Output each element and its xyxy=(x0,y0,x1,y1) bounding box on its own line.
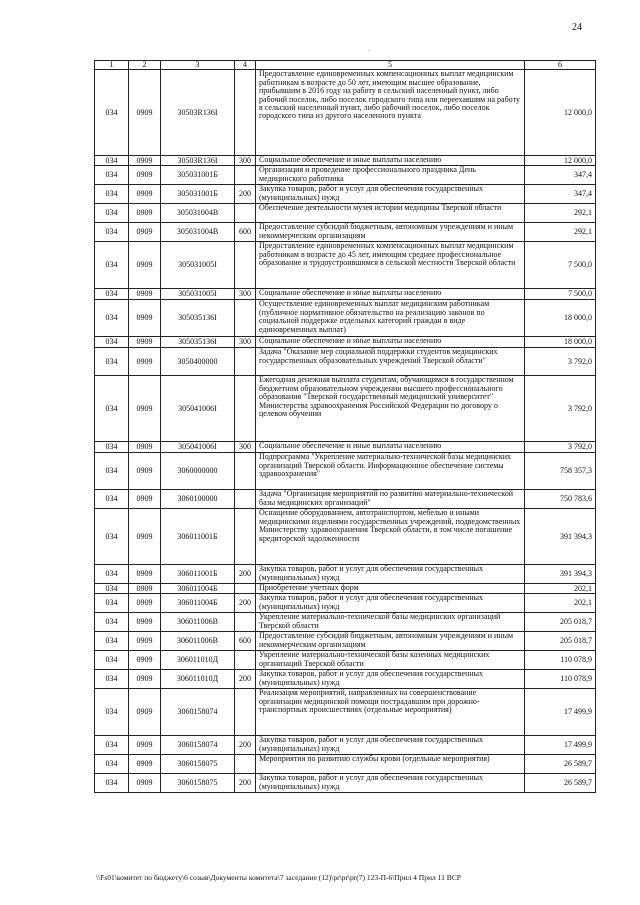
section-code-cell: 0909 xyxy=(129,166,161,185)
expense-type-cell: 300 xyxy=(235,156,256,166)
section-code-cell: 0909 xyxy=(129,670,161,689)
table-row xyxy=(95,509,596,565)
expense-type-cell: 300 xyxy=(235,337,256,348)
section-code-cell: 0909 xyxy=(129,442,161,453)
expense-type-cell xyxy=(235,300,256,337)
amount-cell: 391 394,3 xyxy=(525,509,596,565)
expense-type-cell xyxy=(235,166,256,185)
target-article-cell: 3050400000 xyxy=(161,348,235,376)
admin-code-cell: 034 xyxy=(95,156,129,166)
amount-cell: 3 792,0 xyxy=(525,376,596,442)
description-cell: Организация и проведение профессионального праздника День медицинского работника xyxy=(256,166,525,185)
section-code-cell: 0909 xyxy=(129,185,161,204)
expense-type-cell xyxy=(235,689,256,736)
target-article-cell: 3060158075 xyxy=(161,774,235,793)
amount-cell: 26 589,7 xyxy=(525,774,596,793)
expense-type-cell xyxy=(235,376,256,442)
description-cell: Реализация мероприятий, направленных на совершенствование организации медицинской помощи пострадавшим при дорожно-транспортных происшествиях (отдельные мероприятия) xyxy=(256,689,525,736)
table-row xyxy=(95,651,596,670)
admin-code-cell: 034 xyxy=(95,348,129,376)
admin-code-cell: 034 xyxy=(95,70,129,156)
admin-code-cell: 034 xyxy=(95,584,129,594)
admin-code-cell: 034 xyxy=(95,300,129,337)
target-article-cell: 305031001Б xyxy=(161,166,235,185)
header-cell: 1 xyxy=(95,61,129,70)
section-code-cell: 0909 xyxy=(129,490,161,509)
target-article-cell: 3060000000 xyxy=(161,453,235,490)
header-cell: 6 xyxy=(525,61,596,70)
target-article-cell: 306011004Б xyxy=(161,594,235,613)
amount-cell: 750 783,6 xyxy=(525,490,596,509)
section-code-cell: 0909 xyxy=(129,453,161,490)
table-row xyxy=(95,565,596,584)
expense-type-cell: 200 xyxy=(235,594,256,613)
footer-path: \\Fs01\комитет по бюджету\6 созыв\Документы комитета\7 заседание (12)\pr\pr\pr(7) 123-П-6\Прил 4 Прил 11 ВСР xyxy=(96,873,461,882)
header-cell: 3 xyxy=(161,61,235,70)
description-cell: Закупка товаров, работ и услуг для обеспечения государственных (муниципальных) нужд xyxy=(256,736,525,755)
table-row xyxy=(95,490,596,509)
amount-cell: 391 394,3 xyxy=(525,565,596,584)
table-row xyxy=(95,242,596,289)
target-article-cell: 305031005I xyxy=(161,242,235,289)
target-article-cell: 305035136I xyxy=(161,337,235,348)
expense-type-cell xyxy=(235,490,256,509)
table-row xyxy=(95,453,596,490)
table-row xyxy=(95,337,596,348)
expense-type-cell: 200 xyxy=(235,774,256,793)
admin-code-cell: 034 xyxy=(95,774,129,793)
admin-code-cell: 034 xyxy=(95,565,129,584)
description-cell: Задача "Организация мероприятий по развитию материально-технической базы медицинских организаций" xyxy=(256,490,525,509)
table-row xyxy=(95,156,596,166)
admin-code-cell: 034 xyxy=(95,613,129,632)
target-article-cell: 3060100000 xyxy=(161,490,235,509)
target-article-cell: 306011001Б xyxy=(161,565,235,584)
target-article-cell: 306011010Д xyxy=(161,670,235,689)
amount-cell: 17 499,9 xyxy=(525,736,596,755)
admin-code-cell: 034 xyxy=(95,442,129,453)
description-cell: Обеспечение деятельности музея истории медицины Тверской области xyxy=(256,204,525,223)
header-cell: 2 xyxy=(129,61,161,70)
amount-cell: 205 018,7 xyxy=(525,632,596,651)
section-code-cell: 0909 xyxy=(129,376,161,442)
section-code-cell: 0909 xyxy=(129,509,161,565)
target-article-cell: 306011010Д xyxy=(161,651,235,670)
section-code-cell: 0909 xyxy=(129,337,161,348)
table-row xyxy=(95,613,596,632)
admin-code-cell: 034 xyxy=(95,632,129,651)
table-row xyxy=(95,70,596,156)
description-cell: Предоставление единовременных компенсационных выплат медицинским работникам в возрасте до 45 лет, имеющим среднее профессиональное образование и трудоустроившимся в сельской местности Тверской области xyxy=(256,242,525,289)
expense-type-cell xyxy=(235,755,256,774)
table-row xyxy=(95,348,596,376)
expense-type-cell: 200 xyxy=(235,185,256,204)
admin-code-cell: 034 xyxy=(95,185,129,204)
section-code-cell: 0909 xyxy=(129,289,161,300)
target-article-cell: 305041006I xyxy=(161,376,235,442)
description-cell: Ежегодная денежная выплата студентам, обучающимся в государственном бюджетном образовательном учреждении высшего профессионального образования "Тверской государственный медицинский университет" Министерства здравоохранения Российской Федерации по договору о целевом обучении xyxy=(256,376,525,442)
amount-cell: 18 000,0 xyxy=(525,300,596,337)
description-cell: Укрепление материально-технической базы медицинских организаций Тверской области xyxy=(256,613,525,632)
admin-code-cell: 034 xyxy=(95,166,129,185)
expense-type-cell: 200 xyxy=(235,565,256,584)
table-row xyxy=(95,376,596,442)
expense-type-cell xyxy=(235,242,256,289)
section-code-cell: 0909 xyxy=(129,223,161,242)
target-article-cell: 30503R136I xyxy=(161,70,235,156)
expense-type-cell xyxy=(235,613,256,632)
section-code-cell: 0909 xyxy=(129,584,161,594)
target-article-cell: 305041006I xyxy=(161,442,235,453)
description-cell: Подпрограмма "Укрепление материально-технической базы медицинских организаций Тверской области. Информационное обеспечение системы здравоохранения" xyxy=(256,453,525,490)
target-article-cell: 306011006В xyxy=(161,632,235,651)
amount-cell: 17 499,9 xyxy=(525,689,596,736)
amount-cell: 110 078,9 xyxy=(525,651,596,670)
table-row xyxy=(95,442,596,453)
amount-cell: 205 018,7 xyxy=(525,613,596,632)
expense-type-cell: 300 xyxy=(235,442,256,453)
description-cell: Закупка товаров, работ и услуг для обеспечения государственных (муниципальных) нужд xyxy=(256,670,525,689)
table-body xyxy=(95,70,596,793)
section-code-cell: 0909 xyxy=(129,156,161,166)
target-article-cell: 30503R136I xyxy=(161,156,235,166)
table-row xyxy=(95,204,596,223)
table-row xyxy=(95,670,596,689)
budget-table xyxy=(94,60,596,793)
table-row xyxy=(95,689,596,736)
scan-mark: - xyxy=(368,48,370,54)
admin-code-cell: 034 xyxy=(95,509,129,565)
admin-code-cell: 034 xyxy=(95,689,129,736)
admin-code-cell: 034 xyxy=(95,204,129,223)
description-cell: Закупка товаров, работ и услуг для обеспечения государственных (муниципальных) нужд xyxy=(256,185,525,204)
amount-cell: 7 500,0 xyxy=(525,242,596,289)
description-cell: Приобретение учетных форм xyxy=(256,584,525,594)
amount-cell: 292,1 xyxy=(525,223,596,242)
table-row xyxy=(95,584,596,594)
description-cell: Социальное обеспечение и иные выплаты населению xyxy=(256,442,525,453)
section-code-cell: 0909 xyxy=(129,774,161,793)
amount-cell: 18 000,0 xyxy=(525,337,596,348)
expense-type-cell: 600 xyxy=(235,223,256,242)
amount-cell: 110 078,9 xyxy=(525,670,596,689)
amount-cell: 12 000,0 xyxy=(525,70,596,156)
expense-type-cell xyxy=(235,651,256,670)
target-article-cell: 305031004В xyxy=(161,223,235,242)
section-code-cell: 0909 xyxy=(129,204,161,223)
header-cell: 4 xyxy=(235,61,256,70)
target-article-cell: 3060158074 xyxy=(161,736,235,755)
table-row xyxy=(95,594,596,613)
expense-type-cell: 200 xyxy=(235,736,256,755)
target-article-cell: 306011006В xyxy=(161,613,235,632)
section-code-cell: 0909 xyxy=(129,689,161,736)
table-row xyxy=(95,185,596,204)
section-code-cell: 0909 xyxy=(129,242,161,289)
target-article-cell: 305035136I xyxy=(161,300,235,337)
section-code-cell: 0909 xyxy=(129,300,161,337)
amount-cell: 3 792,0 xyxy=(525,442,596,453)
amount-cell: 758 357,3 xyxy=(525,453,596,490)
description-cell: Предоставление субсидий бюджетным, автономным учреждениям и иным некоммерческим организациям xyxy=(256,632,525,651)
target-article-cell: 305031001Б xyxy=(161,185,235,204)
target-article-cell: 305031004В xyxy=(161,204,235,223)
expense-type-cell: 200 xyxy=(235,670,256,689)
amount-cell: 26 589,7 xyxy=(525,755,596,774)
table-row xyxy=(95,289,596,300)
description-cell: Социальное обеспечение и иные выплаты населению xyxy=(256,337,525,348)
description-cell: Предоставление единовременных компенсационных выплат медицинским работникам в возрасте до 50 лет, имеющим высшее образование, прибывшим в 2016 году на работу в сельский населенный пункт, либо рабочий поселок, либо поселок городского типа или переехавшим на работу в сельский населенный пункт, либо рабочий поселок, либо поселок городского типа из другого населенного пункта xyxy=(256,70,525,156)
admin-code-cell: 034 xyxy=(95,242,129,289)
admin-code-cell: 034 xyxy=(95,453,129,490)
amount-cell: 347,4 xyxy=(525,185,596,204)
description-cell: Мероприятия по развитию службы крови (отдельные мероприятия) xyxy=(256,755,525,774)
section-code-cell: 0909 xyxy=(129,70,161,156)
target-article-cell: 305031005I xyxy=(161,289,235,300)
admin-code-cell: 034 xyxy=(95,594,129,613)
admin-code-cell: 034 xyxy=(95,289,129,300)
table-row xyxy=(95,632,596,651)
expense-type-cell xyxy=(235,70,256,156)
description-cell: Задача "Оказание мер социальной поддержки студентов медицинских государственных образовательных учреждений Тверской области" xyxy=(256,348,525,376)
expense-type-cell xyxy=(235,204,256,223)
table-row xyxy=(95,736,596,755)
description-cell: Предоставление субсидий бюджетным, автономным учреждениям и иным некоммерческим организациям xyxy=(256,223,525,242)
description-cell: Социальное обеспечение и иные выплаты населению xyxy=(256,156,525,166)
description-cell: Закупка товаров, работ и услуг для обеспечения государственных (муниципальных) нужд xyxy=(256,774,525,793)
admin-code-cell: 034 xyxy=(95,490,129,509)
admin-code-cell: 034 xyxy=(95,376,129,442)
section-code-cell: 0909 xyxy=(129,348,161,376)
table-row xyxy=(95,774,596,793)
description-cell: Оснащение оборудованием, автотранспортом, мебелью и иными медицинскими изделиями государственных учреждений, подведомственных Министерству здравоохранения Тверской области, в том числе погашение кредиторской задолженности xyxy=(256,509,525,565)
section-code-cell: 0909 xyxy=(129,632,161,651)
description-cell: Социальное обеспечение и иные выплаты населению xyxy=(256,289,525,300)
section-code-cell: 0909 xyxy=(129,651,161,670)
section-code-cell: 0909 xyxy=(129,613,161,632)
expense-type-cell xyxy=(235,509,256,565)
admin-code-cell: 034 xyxy=(95,337,129,348)
description-cell: Укрепление материально-технической базы казенных медицинских организаций Тверской области xyxy=(256,651,525,670)
amount-cell: 3 792,0 xyxy=(525,348,596,376)
amount-cell: 292,1 xyxy=(525,204,596,223)
amount-cell: 202,1 xyxy=(525,594,596,613)
amount-cell: 347,4 xyxy=(525,166,596,185)
table-row xyxy=(95,300,596,337)
target-article-cell: 306011004Б xyxy=(161,584,235,594)
admin-code-cell: 034 xyxy=(95,223,129,242)
description-cell: Закупка товаров, работ и услуг для обеспечения государственных (муниципальных) нужд xyxy=(256,565,525,584)
expense-type-cell xyxy=(235,584,256,594)
table-row xyxy=(95,166,596,185)
section-code-cell: 0909 xyxy=(129,736,161,755)
table-row xyxy=(95,755,596,774)
amount-cell: 7 500,0 xyxy=(525,289,596,300)
page-number: 24 xyxy=(572,22,582,33)
amount-cell: 12 000,0 xyxy=(525,156,596,166)
target-article-cell: 306011001Б xyxy=(161,509,235,565)
header-cell: 5 xyxy=(256,61,525,70)
target-article-cell: 3060158075 xyxy=(161,755,235,774)
expense-type-cell: 600 xyxy=(235,632,256,651)
target-article-cell: 3060158074 xyxy=(161,689,235,736)
expense-type-cell xyxy=(235,348,256,376)
amount-cell: 202,1 xyxy=(525,584,596,594)
expense-type-cell: 300 xyxy=(235,289,256,300)
admin-code-cell: 034 xyxy=(95,736,129,755)
expense-type-cell xyxy=(235,453,256,490)
section-code-cell: 0909 xyxy=(129,755,161,774)
section-code-cell: 0909 xyxy=(129,594,161,613)
admin-code-cell: 034 xyxy=(95,755,129,774)
description-cell: Осуществление единовременных выплат медицинским работникам (публичное нормативное обязательство на реализацию законов по социальной поддержке отдельных категорий граждан в виде единовременных выплат) xyxy=(256,300,525,337)
description-cell: Закупка товаров, работ и услуг для обеспечения государственных (муниципальных) нужд xyxy=(256,594,525,613)
section-code-cell: 0909 xyxy=(129,565,161,584)
admin-code-cell: 034 xyxy=(95,670,129,689)
table-row xyxy=(95,223,596,242)
admin-code-cell: 034 xyxy=(95,651,129,670)
